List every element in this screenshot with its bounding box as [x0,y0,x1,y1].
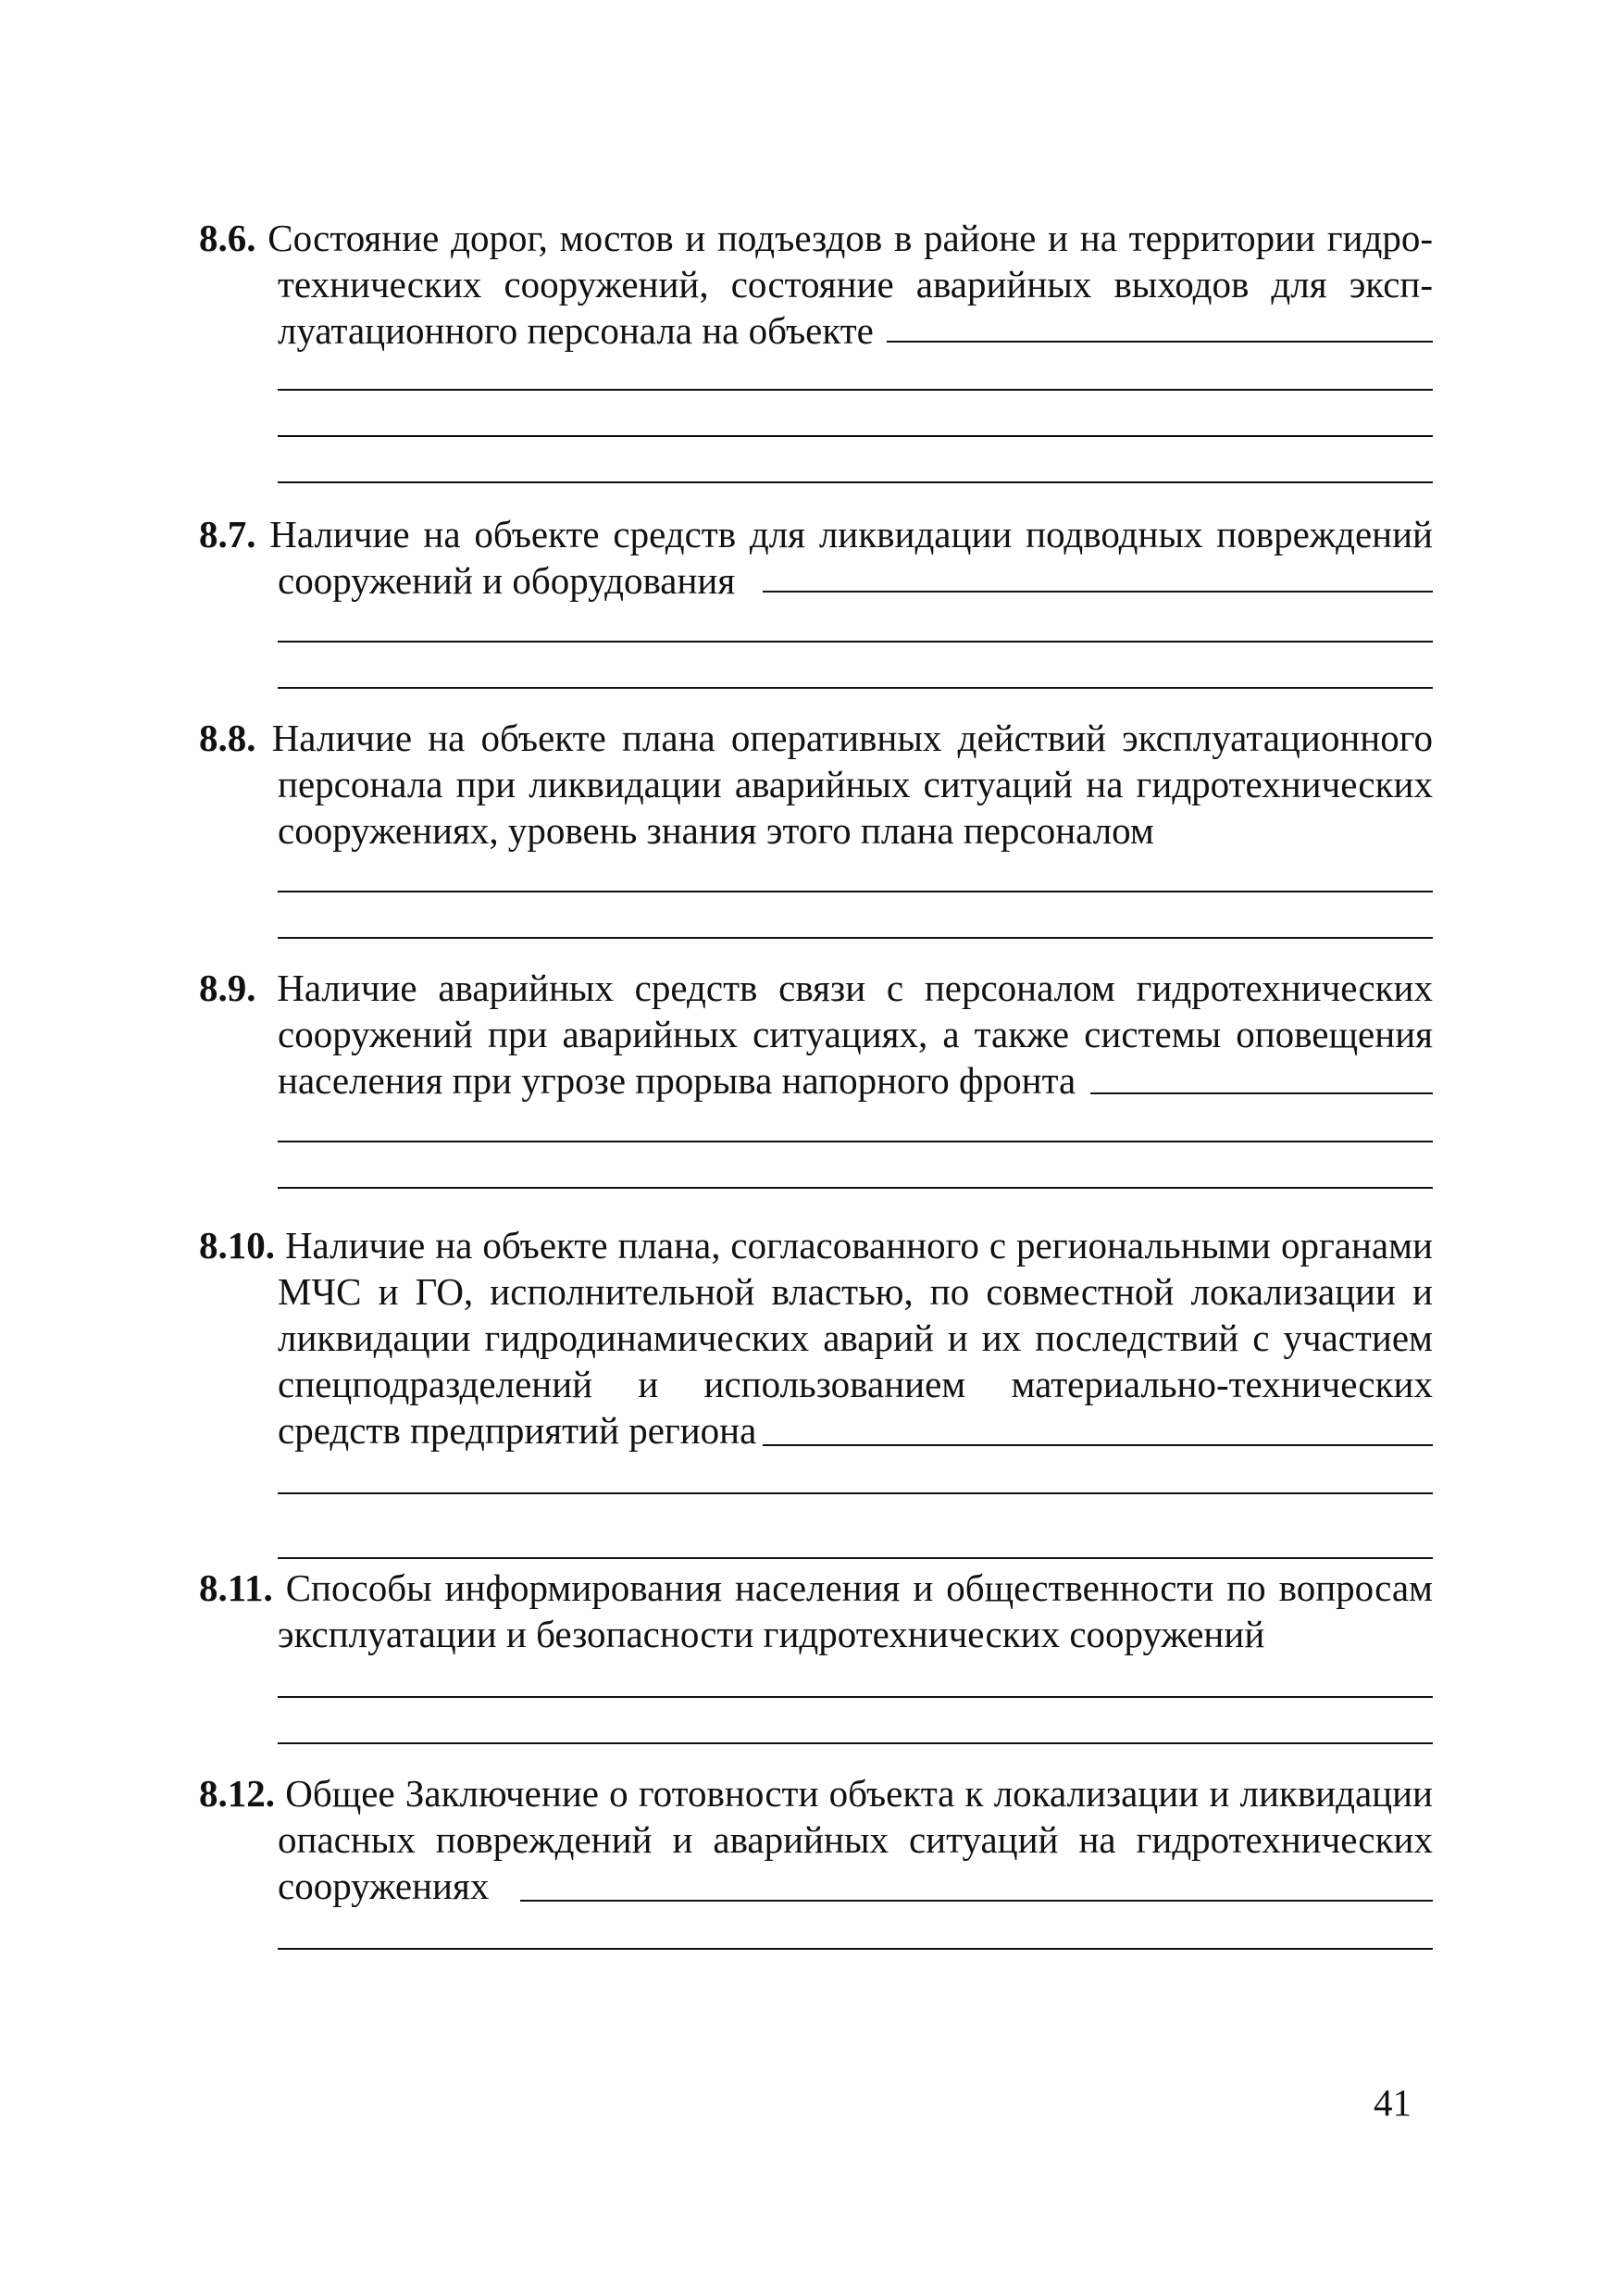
answer-line[interactable] [278,1187,1433,1189]
section-text: эксплуатации и безопасности гидротехнических сооружений [278,1613,1265,1655]
page-number: 41 [1374,2081,1412,2124]
section-8-8 [199,715,1433,854]
section-text: персонала при ликвидации аварийных ситуаций на гидротехнических [278,763,1433,805]
section-text: сооружений и оборудования [278,559,736,602]
section-text: Состояние дорог, мостов и подъездов в районе и на территории гидро- [267,217,1433,259]
answer-line[interactable] [763,591,1433,593]
section-text: Наличие на объекте плана оперативных действий эксплуатационного [271,717,1433,759]
answer-line[interactable] [278,1557,1433,1559]
section-number: 8.10. [199,1224,275,1267]
section-text: сооружений при аварийных ситуациях, а также системы оповещения [278,1013,1433,1055]
section-text: средств предприятий региона [278,1409,757,1452]
answer-line[interactable] [278,641,1433,643]
answer-line[interactable] [520,1900,1433,1902]
section-8-6 [199,215,1433,354]
section-8-11 [199,1565,1433,1657]
answer-line[interactable] [278,1492,1433,1494]
answer-line[interactable] [278,1742,1433,1744]
section-8-7 [199,511,1433,604]
section-number: 8.6. [199,217,256,259]
answer-line[interactable] [278,1948,1433,1950]
section-8-10 [199,1222,1433,1454]
answer-line[interactable] [278,1141,1433,1142]
section-text: сооружениях, уровень знания этого плана персоналом [278,809,1154,852]
section-text: Наличие на объекте плана, согласованного с региональными органами [284,1224,1433,1267]
answer-line[interactable] [278,389,1433,391]
section-number: 8.12. [199,1772,275,1815]
answer-line[interactable] [1090,1092,1433,1094]
section-text: Способы информирования населения и общественности по вопросам [285,1566,1433,1609]
answer-line[interactable] [278,481,1433,483]
section-text: опасных повреждений и аварийных ситуаций на гидротехнических [278,1818,1433,1861]
section-number: 8.11. [199,1566,273,1609]
answer-line[interactable] [278,1696,1433,1698]
section-text: луатационного персонала на объекте [278,309,874,352]
answer-line[interactable] [278,435,1433,437]
section-text: спецподразделений и использованием материально-технических [278,1363,1433,1405]
section-number: 8.9. [199,967,256,1009]
section-text: ликвидации гидродинамических аварий и их последствий с участием [278,1316,1433,1359]
section-number: 8.7. [199,513,256,555]
answer-line[interactable] [278,891,1433,892]
answer-line[interactable] [278,937,1433,939]
section-text: Общее Заключение о готовности объекта к локализации и ликвидации [285,1772,1434,1815]
section-8-12 [199,1770,1433,1909]
section-text: сооружениях [278,1865,490,1907]
answer-line[interactable] [278,687,1433,689]
section-text: населения при угрозе прорыва напорного фронта [278,1059,1076,1102]
answer-line[interactable] [887,341,1433,343]
section-text: технических сооружений, состояние аварийных выходов для эксп- [278,263,1433,306]
section-text: Наличие аварийных средств связи с персоналом гидротехнических [277,967,1433,1009]
section-number: 8.8. [199,717,256,759]
section-text: МЧС и ГО, исполнительной властью, по совместной локализации и [278,1270,1433,1313]
answer-line[interactable] [763,1444,1433,1446]
section-text: Наличие на объекте средств для ликвидации подводных повреждений [269,513,1433,555]
section-8-9 [199,965,1433,1104]
